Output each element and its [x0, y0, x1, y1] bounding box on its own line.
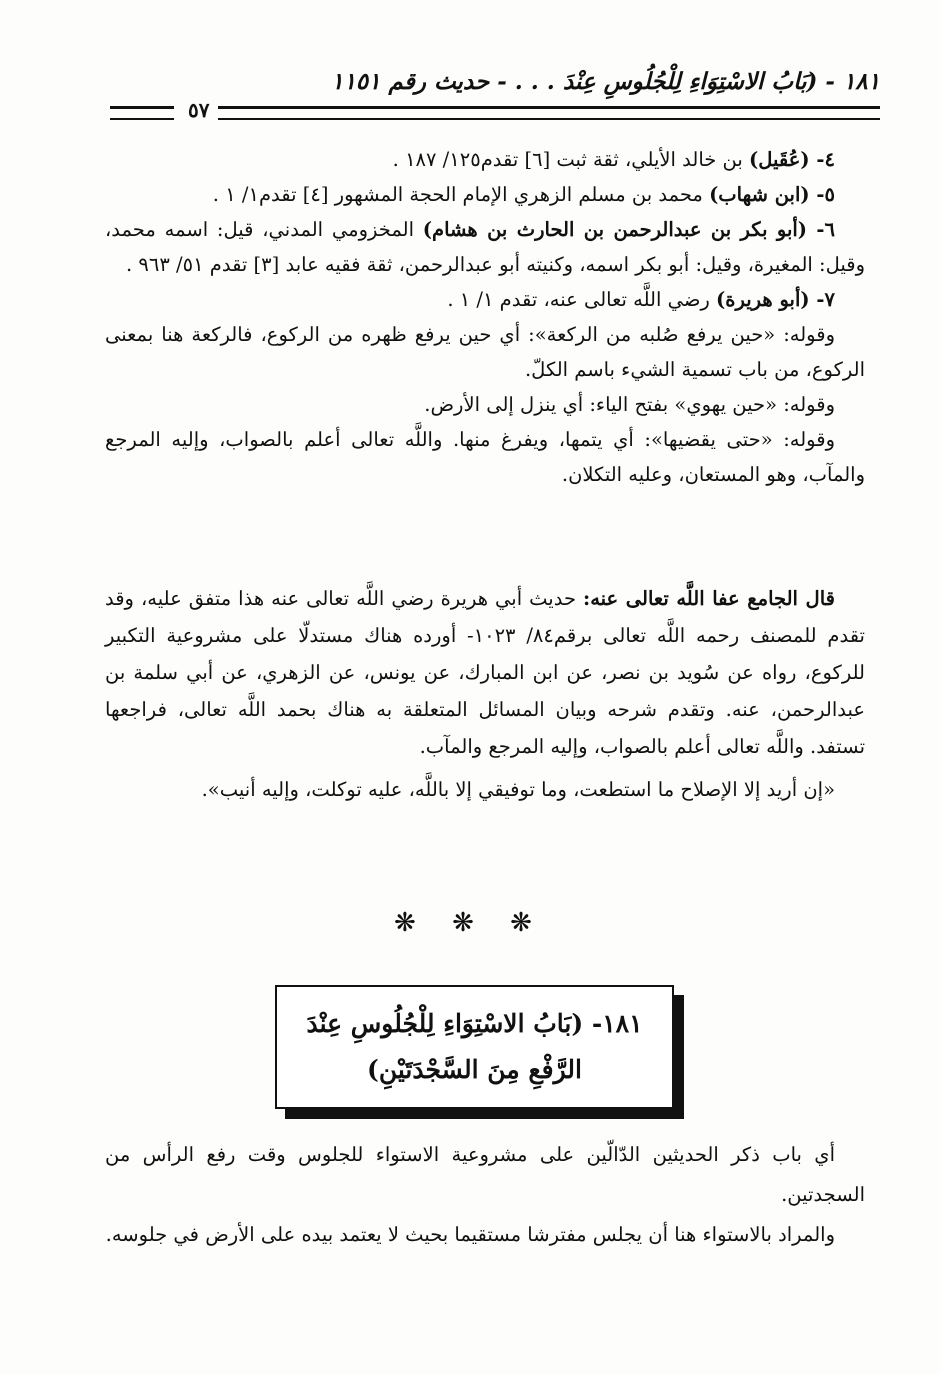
paragraph-chapter-intro-1: أي باب ذكر الحديثين الدّالّين على مشروعية الاستواء للجلوس وقت رفع الرأس من السجدتين.	[105, 1143, 865, 1206]
paragraph-text: بن خالد الأيلي، ثقة ثبت [٦] تقدم١٢٥/ ١٨٧ .	[392, 148, 750, 171]
compiler-note	[105, 580, 865, 808]
header-rule-short	[110, 106, 174, 120]
paragraph-narrator-4	[105, 142, 865, 177]
chapter-title-line-1: ١٨١- (بَابُ الاسْتِوَاءِ لِلْجُلُوسِ عِنْدَ	[306, 1009, 643, 1038]
paragraph-text: وقوله: «حين يهوي» بفتح الياء: أي ينزل إلى الأرض.	[424, 393, 835, 416]
paragraph-narrator-5	[105, 177, 865, 212]
paragraph-text: المخزومي المدني، قيل: اسمه محمد، وقيل: المغيرة، وقيل: أبو بكر اسمه، وكنيته أبو عبدالرحمن، ثقة فقيه عابد [٣] تقدم ٥١/ ٩٦٣ .	[105, 218, 865, 276]
narrator-name: ٥- (ابن شهاب)	[709, 183, 835, 206]
paragraph-chapter-intro-2: والمراد بالاستواء هنا أن يجلس مفترشا مستقيما بحيث لا يعتمد بيده على الأرض في جلوسه.	[105, 1223, 835, 1246]
header-title: ١٨١ - (بَابُ الاسْتِوَاءِ لِلْجُلُوسِ عِنْدَ . . . - حديث رقم ١١٥١	[331, 68, 880, 95]
paragraph-narrator-6	[105, 212, 865, 282]
paragraph-compiler	[105, 580, 865, 765]
chapter-title-line-2: الرَّفْعِ مِنَ السَّجْدَتَيْنِ)	[367, 1055, 582, 1084]
chapter-title-box	[275, 985, 674, 1109]
paragraph-explanation-2	[105, 387, 865, 422]
section-separator: ❋ ❋ ❋	[394, 908, 546, 938]
paragraph-explanation-1	[105, 317, 865, 387]
header-rule	[218, 106, 880, 120]
paragraph-text: رضي اللَّه تعالى عنه، تقدم ١/ ١ .	[447, 288, 717, 311]
compiler-heading: قال الجامع عفا اللَّه تعالى عنه:	[583, 587, 835, 610]
paragraph-quote	[105, 771, 865, 808]
chapter-intro	[105, 1135, 865, 1255]
main-text	[105, 142, 865, 492]
paragraph-text: وقوله: «حين يرفع صُلبه من الركعة»: أي حين يرفع ظهره من الركوع، فالركعة هنا بمعنى الركوع، من باب تسمية الشيء باسم الكلّ.	[105, 323, 865, 381]
paragraph-text: محمد بن مسلم الزهري الإمام الحجة المشهور [٤] تقدم١/ ١ .	[212, 183, 710, 206]
paragraph-explanation-3	[105, 422, 865, 492]
paragraph-text: وقوله: «حتى يقضيها»: أي يتمها، ويفرغ منها. واللَّه تعالى أعلم بالصواب، وإليه المرجع والمآب، وهو المستعان، وعليه التكلان.	[105, 428, 865, 486]
narrator-name: ٧- (أبو هريرة)	[716, 288, 835, 311]
running-header	[110, 62, 880, 122]
page-number: ٥٧	[188, 98, 210, 122]
paragraph-narrator-7	[105, 282, 865, 317]
paragraph-text: «إن أريد إلا الإصلاح ما استطعت، وما توفيقي إلا باللَّه، عليه توكلت، وإليه أنيب».	[201, 778, 835, 801]
paragraph-text: حديث أبي هريرة رضي اللَّه تعالى عنه هذا متفق عليه، وقد تقدم للمصنف رحمه اللَّه تعالى برقم٨٤/ ١٠٢٣- أورده هناك مستدلّا على مشروعية التكبير للركوع، رواه عن سُويد بن نصر، عن ابن المبارك، عن يونس، عن الزهري، عن أبي سلمة بن عبدالرحمن، عنه. وتقدم شرحه وبيان المسائل المتعلقة به هناك بحمد اللَّه تعالى، فراجعها تستفد. واللَّه تعالى أعلم بالصواب، وإليه المرجع والمآب.	[105, 587, 865, 758]
narrator-name: ٤- (عُقَيل)	[749, 148, 835, 171]
narrator-name: ٦- (أبو بكر بن عبدالرحمن بن الحارث بن هشام)	[422, 218, 835, 241]
